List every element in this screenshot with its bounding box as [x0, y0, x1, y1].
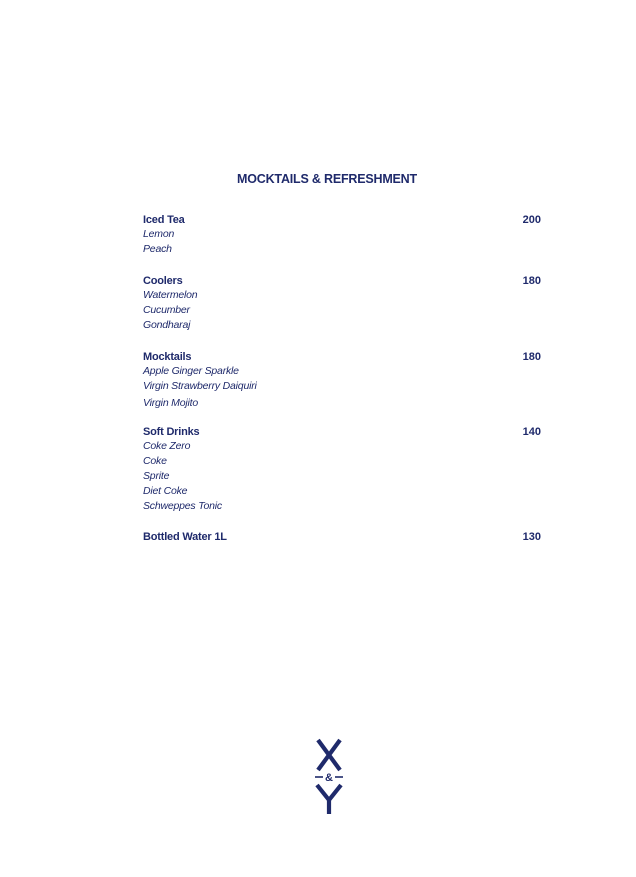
menu-item: Watermelon: [143, 289, 198, 301]
menu-item: Peach: [143, 243, 172, 255]
menu-item: Apple Ginger Sparkle: [143, 365, 239, 377]
menu-section-mocktails: [143, 350, 541, 411]
menu-section-iced-tea: [143, 213, 541, 257]
section-header: [143, 213, 541, 227]
xy-logo: [309, 738, 349, 818]
page-title: MOCKTAILS & REFRESHMENT: [237, 172, 417, 186]
section-name: Soft Drinks: [143, 426, 200, 438]
section-header: [143, 350, 541, 364]
menu-item: Schweppes Tonic: [143, 500, 222, 512]
section-price: 140: [522, 426, 541, 438]
section-name: Bottled Water 1L: [143, 531, 227, 543]
section-name: Coolers: [143, 275, 183, 287]
menu-item: Cucumber: [143, 304, 190, 316]
menu-section-bottled-water: [143, 530, 541, 544]
section-name: Iced Tea: [143, 214, 185, 226]
menu-item: Lemon: [143, 228, 175, 240]
menu-section-coolers: [143, 274, 541, 333]
section-name: Mocktails: [143, 351, 192, 363]
menu-item: Sprite: [143, 470, 170, 482]
menu-item: Diet Coke: [143, 485, 188, 497]
menu-item: Gondharaj: [143, 319, 191, 331]
menu-item: Virgin Strawberry Daiquiri: [143, 380, 257, 392]
menu-item: Virgin Mojito: [143, 397, 198, 409]
section-header: [143, 274, 541, 288]
section-header: [143, 530, 541, 544]
menu-item: Coke: [143, 455, 167, 467]
section-price: 200: [522, 214, 541, 226]
menu-section-soft-drinks: [143, 425, 541, 514]
section-price: 180: [522, 351, 541, 363]
section-price: 130: [522, 531, 541, 543]
menu-item: Coke Zero: [143, 440, 191, 452]
section-price: 180: [522, 275, 541, 287]
svg-text:&: &: [325, 772, 333, 784]
section-header: [143, 425, 541, 439]
